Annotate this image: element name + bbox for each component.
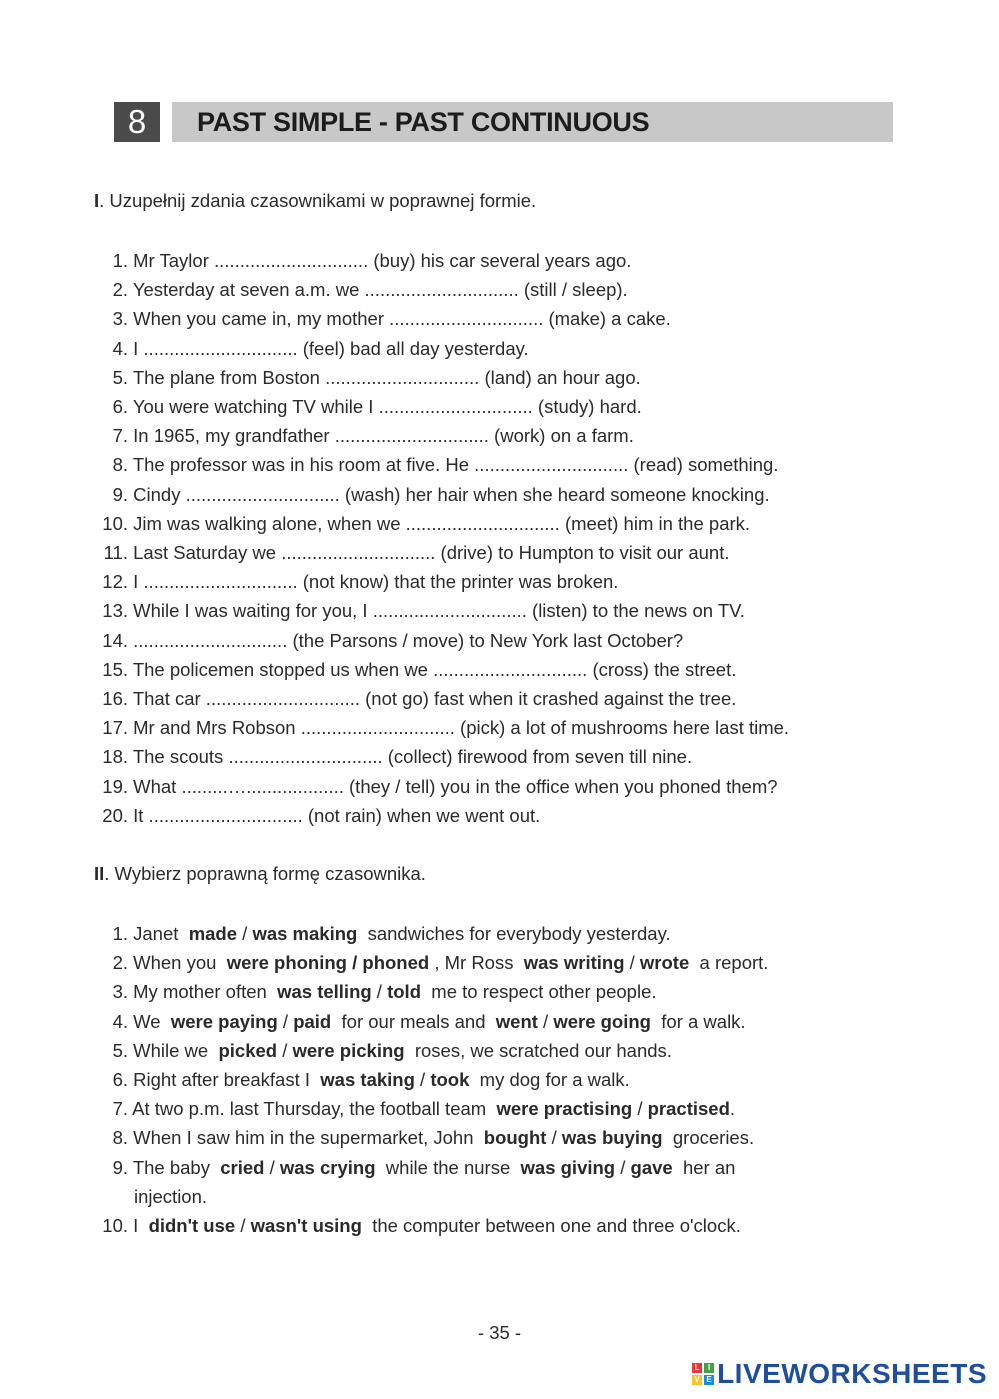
item-text: Mr and Mrs Robson .............................. (pick) a lot of mushrooms here last time. xyxy=(133,717,790,739)
logo-mark xyxy=(692,1363,714,1385)
exercise-2-item xyxy=(94,1153,894,1211)
verb-option[interactable]: was writing xyxy=(523,952,625,974)
section-2-label: II xyxy=(94,863,105,884)
item-text: What .........…................... (they / tell) you in the office when you phoned them? xyxy=(133,775,778,797)
item-text: the computer between one and three o'clock. xyxy=(361,1215,741,1237)
item-text: Cindy .............................. (wash) her hair when she heard someone knocking. xyxy=(133,483,770,505)
item-number: 6. xyxy=(112,396,128,418)
item-number: 19. xyxy=(102,775,128,797)
item-number: 12. xyxy=(102,571,128,593)
exercise-1-item xyxy=(94,450,894,479)
item-number: 17. xyxy=(102,717,128,739)
exercise-2-item xyxy=(94,1065,894,1094)
exercise-2-item xyxy=(94,1211,894,1240)
item-number: 8. xyxy=(112,1127,128,1149)
logo-letter: V xyxy=(692,1375,702,1385)
item-number: 2. xyxy=(112,952,128,974)
item-text: / xyxy=(537,1010,554,1032)
verb-option[interactable]: made xyxy=(188,923,238,944)
item-text: / xyxy=(546,1127,562,1149)
title-bar xyxy=(172,102,893,142)
item-text: I .............................. (not know) that the printer was broken. xyxy=(133,571,619,593)
verb-option[interactable]: didn't use xyxy=(148,1215,236,1237)
exercise-1-item xyxy=(94,538,894,567)
item-text: Right after breakfast I xyxy=(133,1069,321,1091)
item-text: At two p.m. last Thursday, the football team xyxy=(132,1098,497,1120)
verb-option[interactable]: were picking xyxy=(292,1039,405,1061)
item-text: her an xyxy=(672,1156,736,1178)
item-text: Last Saturday we .............................. (drive) to Humpton to visit our aunt. xyxy=(133,542,730,564)
verb-option[interactable]: paid xyxy=(293,1010,332,1032)
item-number: 3. xyxy=(112,308,128,330)
item-number: 10. xyxy=(102,512,128,534)
verb-option[interactable]: was giving xyxy=(520,1156,616,1178)
item-text: The policemen stopped us when we .............................. (cross) the street. xyxy=(132,658,737,680)
verb-option[interactable]: wrote xyxy=(639,952,690,974)
item-number: 16. xyxy=(102,688,128,710)
logo-text: LIVEWORKSHEETS xyxy=(717,1358,987,1389)
item-text: In 1965, my grandfather .............................. (work) on a farm. xyxy=(133,425,634,447)
item-number: 5. xyxy=(112,1039,128,1061)
item-text: / xyxy=(624,952,640,974)
item-text: my dog for a walk. xyxy=(469,1069,630,1091)
item-text: a report. xyxy=(689,952,769,974)
exercise-1-item xyxy=(94,480,894,509)
item-number: 3. xyxy=(112,981,128,1003)
exercise-1-item xyxy=(94,509,894,538)
item-text: I .............................. (feel) bad all day yesterday. xyxy=(133,337,529,359)
page-number: - 35 - xyxy=(477,1322,522,1343)
item-text: , Mr Ross xyxy=(429,952,524,974)
exercise-2-item xyxy=(94,1036,894,1065)
exercise-1-item xyxy=(94,596,894,625)
item-number: 9. xyxy=(112,483,128,505)
exercise-2-item xyxy=(94,919,894,948)
exercise-1-item xyxy=(94,246,894,275)
verb-option[interactable]: gave xyxy=(630,1156,673,1178)
item-text: The professor was in his room at five. He .............................. (read) something. xyxy=(132,454,779,476)
item-text-continuation: injection. xyxy=(134,1185,208,1207)
item-text: Jim was walking alone, when we .............................. (meet) him in the park. xyxy=(133,512,751,534)
item-text: roses, we scratched our hands. xyxy=(404,1039,672,1061)
item-text: / xyxy=(371,981,388,1003)
item-number: 15. xyxy=(102,658,128,680)
item-text: That car .............................. (not go) fast when it crashed against the tree. xyxy=(132,688,737,710)
item-text: / xyxy=(264,1156,280,1178)
item-number: 18. xyxy=(102,746,128,768)
section-2-instruction: . Wybierz poprawną formę czasownika. xyxy=(104,863,426,884)
item-text: Yesterday at seven a.m. we .............................. (still / sleep). xyxy=(132,279,628,301)
exercise-2-item xyxy=(94,948,894,977)
item-number: 8. xyxy=(112,454,128,476)
exercise-1-item xyxy=(94,713,894,742)
exercise-1-item xyxy=(94,742,894,771)
item-text: / xyxy=(235,1215,251,1237)
exercise-1-item xyxy=(94,392,894,421)
item-text: / xyxy=(277,1010,294,1032)
verb-option[interactable]: practised xyxy=(647,1098,730,1120)
exercise-1-item xyxy=(94,567,894,596)
item-text: / xyxy=(615,1156,631,1178)
item-number: 1. xyxy=(112,923,128,944)
liveworksheets-logo xyxy=(692,1359,987,1389)
exercise-1-item xyxy=(94,801,894,830)
verb-option[interactable]: wasn't using xyxy=(250,1215,362,1237)
item-text: While I was waiting for you, I .............................. (listen) to the news on TV. xyxy=(133,600,745,622)
item-text: While we xyxy=(133,1039,219,1061)
item-number: 1. xyxy=(112,250,128,271)
item-number: 9. xyxy=(112,1156,128,1178)
exercise-2-item xyxy=(94,1123,894,1152)
verb-option[interactable]: was making xyxy=(252,923,358,944)
exercise-1-item xyxy=(94,334,894,363)
item-number: 4. xyxy=(112,1010,128,1032)
logo-letter: E xyxy=(704,1375,714,1385)
exercise-1-item xyxy=(94,655,894,684)
section-1-heading xyxy=(94,189,536,213)
verb-option[interactable]: went xyxy=(495,1010,538,1032)
page-title: PAST SIMPLE - PAST CONTINUOUS xyxy=(197,107,650,137)
item-text: groceries. xyxy=(662,1127,755,1149)
logo-letter: L xyxy=(692,1363,702,1373)
item-text: The plane from Boston .............................. (land) an hour ago. xyxy=(132,366,641,388)
exercise-1-list xyxy=(94,246,894,830)
exercise-2-item xyxy=(94,977,894,1006)
item-number: 6. xyxy=(112,1069,128,1091)
item-number: 14. xyxy=(102,629,128,651)
item-text: / xyxy=(414,1069,431,1091)
verb-option[interactable]: bought xyxy=(483,1127,547,1149)
exercise-2-item xyxy=(94,1094,894,1123)
verb-option[interactable]: took xyxy=(430,1069,470,1091)
exercise-1-item xyxy=(94,626,894,655)
item-number: 20. xyxy=(102,804,128,826)
exercise-1-item xyxy=(94,363,894,392)
item-text: Mr Taylor .............................. (buy) his car several years ago. xyxy=(133,250,632,271)
verb-option[interactable]: was telling xyxy=(277,981,372,1003)
item-number: 4. xyxy=(112,337,128,359)
verb-option[interactable]: was buying xyxy=(561,1127,663,1149)
exercise-1-item xyxy=(94,772,894,801)
item-text: The baby xyxy=(132,1156,221,1178)
section-2-heading xyxy=(94,862,426,886)
item-text: When I saw him in the supermarket, John xyxy=(133,1127,484,1149)
verb-option[interactable]: cried xyxy=(220,1156,265,1178)
item-number: 11. xyxy=(103,542,128,564)
section-1-label: I xyxy=(94,190,100,211)
item-text: Janet xyxy=(133,923,189,944)
item-text: / xyxy=(277,1039,293,1061)
section-1-instruction: . Uzupełnij zdania czasownikami w poprawnej formie. xyxy=(99,190,537,211)
chapter-header xyxy=(114,102,893,142)
exercise-1-item xyxy=(94,304,894,333)
item-text: / xyxy=(632,1098,648,1120)
item-number: 7. xyxy=(112,425,128,447)
item-number: 10. xyxy=(102,1215,128,1237)
item-text: .............................. (the Parsons / move) to New York last October? xyxy=(133,629,684,651)
item-text: . xyxy=(729,1098,736,1120)
verb-option[interactable]: were paying xyxy=(170,1010,278,1032)
exercise-1-item xyxy=(94,684,894,713)
item-text: It .............................. (not rain) when we went out. xyxy=(133,804,541,826)
item-text: My mother often xyxy=(133,981,278,1003)
logo-letter: I xyxy=(704,1363,714,1373)
exercise-1-item xyxy=(94,421,894,450)
item-text: You were watching TV while I .............................. (study) hard. xyxy=(132,396,642,418)
item-text: The scouts .............................. (collect) firewood from seven till nine. xyxy=(132,746,693,768)
exercise-2-list xyxy=(94,919,894,1240)
verb-option[interactable]: was taking xyxy=(320,1069,415,1091)
item-text: for a walk. xyxy=(650,1010,746,1032)
verb-option[interactable]: was crying xyxy=(279,1156,376,1178)
item-text: We xyxy=(133,1010,171,1032)
item-text: me to respect other people. xyxy=(421,981,657,1003)
item-text: for our meals and xyxy=(331,1010,496,1032)
item-text: When you came in, my mother .............................. (make) a cake. xyxy=(133,308,671,330)
item-text: / xyxy=(237,923,253,944)
verb-option[interactable]: picked xyxy=(218,1039,278,1061)
exercise-2-item xyxy=(94,1007,894,1036)
verb-option[interactable]: told xyxy=(387,981,421,1003)
item-number: 13. xyxy=(102,600,128,622)
item-text: sandwiches for everybody yesterday. xyxy=(357,923,671,944)
item-text: while the nurse xyxy=(375,1156,521,1178)
verb-option[interactable]: were practising xyxy=(496,1098,633,1120)
exercise-1-item xyxy=(94,275,894,304)
chapter-number: 8 xyxy=(114,102,160,142)
item-number: 2. xyxy=(112,279,128,301)
item-number: 5. xyxy=(112,366,128,388)
verb-option[interactable]: were going xyxy=(553,1010,651,1032)
item-text: I xyxy=(133,1215,149,1237)
item-text: When you xyxy=(133,952,227,974)
item-number: 7. xyxy=(112,1098,128,1120)
verb-option[interactable]: were phoning / phoned xyxy=(226,952,430,974)
